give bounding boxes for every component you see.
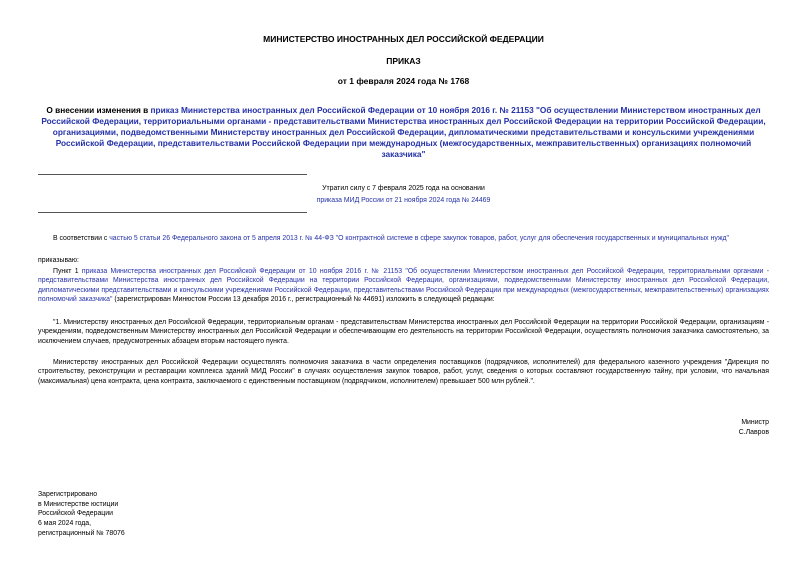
quoted-paragraph-1: "1. Министерству иностранных дел Российской Федерации, территориальным органам - представительствам Министерства иностранных дел Российской Федерации на территории Российской Федерации, организациям - учреждениям, подведомственным Министерству иностранных дел Российской Федерации и обеспечивающим его деятельность на территории Российской Федерации, осуществлять полномочия заказчика самостоятельно, за исключением случаев, предусмотренных абзацем вторым настоящего пункта.: [38, 319, 769, 345]
document-type: ПРИКАЗ: [386, 56, 421, 66]
document-date-number: от 1 февраля 2024 года № 1768: [337, 76, 470, 86]
order-word: приказываю:: [38, 257, 79, 264]
title-prefix: О внесении изменения в: [46, 105, 151, 115]
clause-1-suffix: (зарегистрирован Минюстом России 13 декабря 2016 г., регистрационный № 44691) изложить в следующей редакции:: [112, 296, 495, 304]
signatory-position: Министр: [741, 419, 769, 426]
registration-block: [38, 490, 238, 538]
signatory-name: С.Лавров: [738, 428, 769, 436]
registration-line: регистрационный № 78076: [38, 529, 125, 537]
registration-line: Зарегистрировано: [38, 491, 98, 498]
clause-1-prefix: Пункт 1: [53, 268, 82, 275]
ministry-name: МИНИСТЕРСТВО ИНОСТРАННЫХ ДЕЛ РОССИЙСКОЙ ФЕДЕРАЦИИ: [263, 34, 544, 44]
registration-line: Российской Федерации: [38, 510, 113, 518]
preamble-paragraph: [38, 234, 769, 243]
preamble-link-law-44fz[interactable]: частью 5 статьи 26 Федерального закона от 5 апреля 2013 г. № 44-ФЗ "О контрактной системе в сфере закупок товаров, работ, услуг для обеспечения государственных и муниципальных нужд": [109, 235, 729, 242]
preamble-prefix: В соответствии с: [53, 235, 110, 242]
divider-bottom: [38, 212, 307, 213]
clause-1-paragraph: [38, 267, 769, 305]
registration-line: 6 мая 2024 года,: [38, 519, 92, 527]
clause-1-link-order-21153[interactable]: приказа Министерства иностранных дел Российской Федерации от 10 ноября 2016 г. № 21153 "Об осуществлении Министерством иностранных дел Российской Федерации, территориальными органами - представительствами Министерства иностранных дел Российской Федерации на территории Российской Федерации, организациями, подведомственными Министерству иностранных дел Российской Федерации, дипломатическими представительствами и консульскими учреждениями Российской Федерации, представительствами Российской Федерации при международных (межгосударственных, межправительственных) организациях полномочий заказчика": [38, 268, 769, 304]
title-link-order-21153[interactable]: приказ Министерства иностранных дел Российской Федерации от 10 ноября 2016 г. № 21153 "Об осуществлении Министерством иностранных дел Российской Федерации, территориальными органами - представительствами Министерства иностранных дел Российской Федерации на территории Российской Федерации, организациями, подведомственными Министерству иностранных дел Российской Федерации, дипломатическими представительствами и консульскими учреждениями Российской Федерации, представительствами Российской Федерации при международных (межгосударственных, межправительственных) организациях полномочий заказчика": [41, 105, 766, 160]
signature-block: [600, 418, 769, 437]
document-title: [40, 105, 767, 161]
registration-line: в Министерстве юстиции: [38, 500, 119, 508]
quoted-paragraph-2: Министерству иностранных дел Российской Федерации осуществлять полномочия заказчика в части определения поставщиков (подрядчиков, исполнителей) для федерального казенного учреждения "Дирекция по строительству, реконструкции и реставрации комплекса зданий МИД России" в случаях осуществления закупок товаров, работ, услуг, сведения о которых составляют государственную тайну, при условии, что начальная (максимальная) цена контракта, цена контракта, заключаемого с единственным поставщиком (подрядчиком, исполнителем) превышает 500 млн рублей.".: [38, 359, 769, 385]
expiry-link-order-24469[interactable]: приказа МИД России от 21 ноября 2024 года № 24469: [316, 196, 491, 204]
expiry-line: Утратил силу с 7 февраля 2025 года на основании: [322, 185, 485, 192]
expiry-note: [250, 183, 557, 206]
divider-top: [38, 174, 307, 175]
